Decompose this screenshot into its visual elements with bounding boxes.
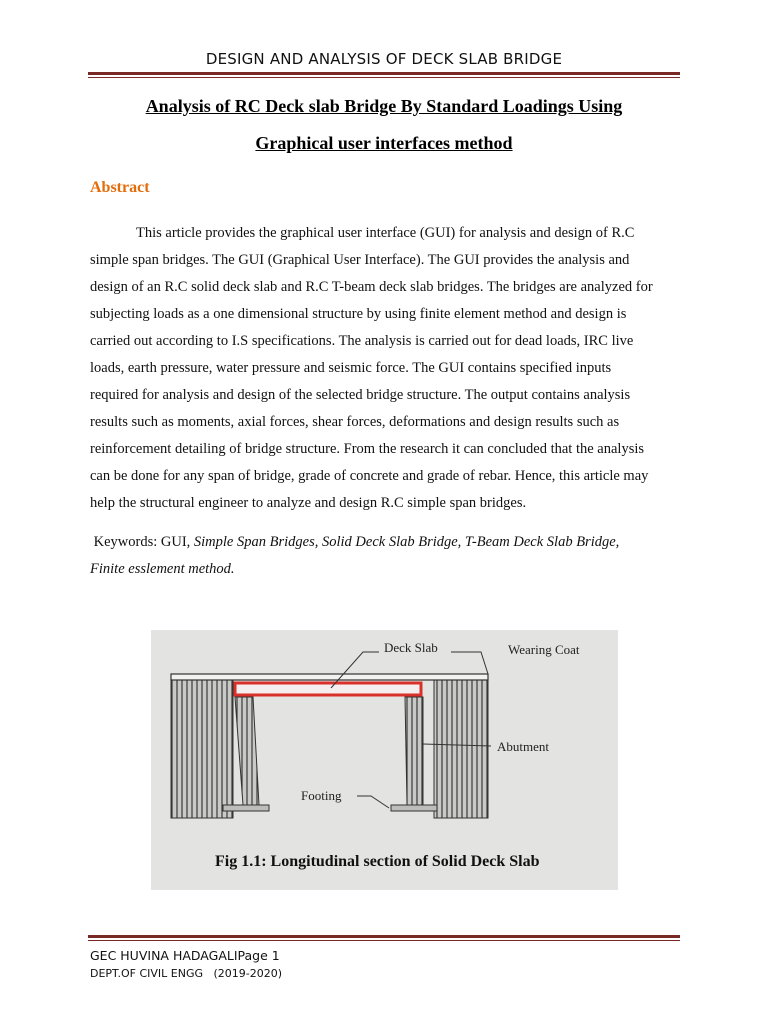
figure-solid-deck-slab: [151, 630, 618, 890]
right-footing: [391, 805, 437, 811]
wearing-coat-label: Wearing Coat: [508, 642, 580, 657]
header-rule-thin: [88, 77, 680, 78]
abstract-line: design of an R.C solid deck slab and R.C T-beam deck slab bridges. The bridges are analyzed for: [90, 279, 653, 295]
abstract-line: required for analysis and design of the selected bridge structure. The output contains analysis: [90, 387, 631, 403]
right-embankment: [434, 680, 488, 818]
abstract-line: This article provides the graphical user interface (GUI) for analysis and design of R.C: [136, 225, 635, 241]
abstract-line: simple span bridges. The GUI (Graphical User Interface). The GUI provides the analysis and: [90, 252, 630, 268]
figure-caption: Fig 1.1: Longitudinal section of Solid Deck Slab: [215, 853, 540, 870]
keywords: [90, 529, 680, 583]
footing-label: Footing: [301, 788, 342, 803]
abstract-line: help the structural engineer to analyze and design R.C simple span bridges.: [90, 495, 527, 511]
left-embankment: [171, 680, 233, 818]
paper-title-line-2: Graphical user interfaces method: [255, 133, 513, 153]
abstract-line: reinforcement detailing of bridge structure. From the research it can concluded that the analysis: [90, 441, 645, 457]
abstract-heading: Abstract: [90, 179, 150, 196]
abstract-line: carried out according to I.S specifications. The analysis is carried out for dead loads, IRC live: [90, 333, 634, 349]
keywords-list: Simple Span Bridges, Solid Deck Slab Bridge, T-Beam Deck Slab Bridge,: [193, 534, 620, 550]
footer-college: GEC HUVINA HADAGALIPage 1: [90, 948, 280, 963]
wearing-coat-layer: [171, 674, 488, 680]
abstract-line: subjecting loads as a one dimensional structure by using finite element method and design is: [90, 306, 627, 322]
deck-slab: [235, 683, 421, 695]
header-rule-thick: [88, 72, 680, 75]
keywords-list-cont: Finite esslement method.: [90, 561, 235, 577]
bridge-section-diagram: [151, 630, 618, 890]
abutment-label: Abutment: [497, 739, 549, 754]
left-footing: [223, 805, 269, 811]
abstract-line: results such as moments, axial forces, shear forces, deformations and design results such as: [90, 414, 620, 430]
abstract-line: loads, earth pressure, water pressure and seismic force. The GUI contains specified inputs: [90, 360, 612, 376]
paper-title-line-1: Analysis of RC Deck slab Bridge By Standard Loadings Using: [145, 96, 623, 116]
footer-rule-thick: [88, 935, 680, 938]
running-header: DESIGN AND ANALYSIS OF DECK SLAB BRIDGE: [205, 50, 563, 68]
keywords-label: Keywords: GUI,: [93, 534, 194, 550]
right-abutment: [405, 697, 423, 805]
footer-rule-thin: [88, 940, 680, 941]
wearing-coat-leader: [451, 652, 488, 674]
deck-slab-label: Deck Slab: [384, 640, 438, 655]
footer-department: DEPT.OF CIVIL ENGG (2019-2020): [90, 967, 283, 980]
abstract-body: [90, 220, 680, 517]
left-abutment: [235, 697, 259, 805]
abstract-line: can be done for any span of bridge, grade of concrete and grade of rebar. Hence, this article may: [90, 468, 649, 484]
footing-leader: [357, 796, 389, 808]
